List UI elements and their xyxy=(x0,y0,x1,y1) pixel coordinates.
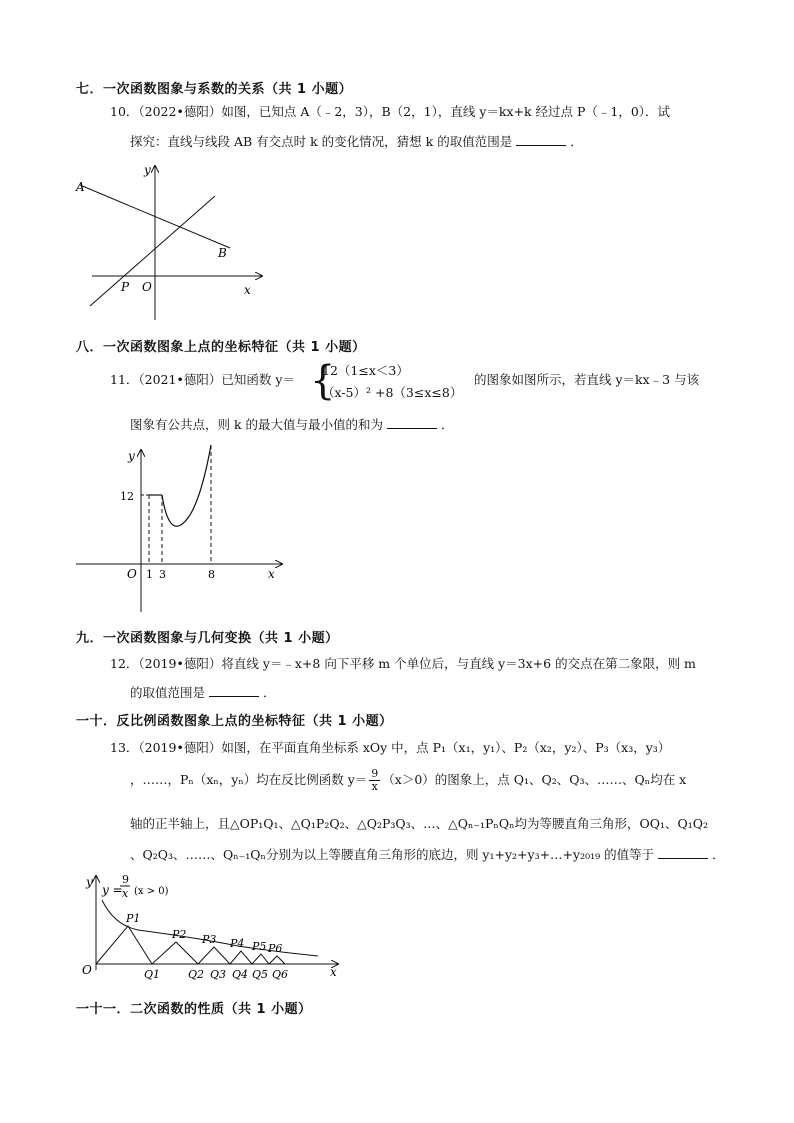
q13-label-p3: P3 xyxy=(202,933,217,946)
section-heading-8: 八．一次函数图象上点的坐标特征（共 1 小题） xyxy=(76,340,366,355)
q10-label-p: P xyxy=(121,280,130,294)
q12-line-2 xyxy=(130,684,276,701)
q13-line-2 xyxy=(130,768,686,793)
q11-tick-1: 1 xyxy=(146,568,153,581)
q11-brace: { xyxy=(310,358,336,404)
q13-fraction xyxy=(369,768,380,793)
q13-label-q6: Q6 xyxy=(272,968,289,980)
q13-eq-den: x xyxy=(122,887,129,900)
q13-line-2-rest: （x＞0）的图象上，点 Q₁、Q₂、Q₃、……、Qₙ均在 x xyxy=(382,772,687,787)
q12-line-2-end: ． xyxy=(263,685,276,700)
section-heading-11: 一十一．二次函数的性质（共 1 小题） xyxy=(76,1002,312,1017)
q10-label-b: B xyxy=(218,246,227,260)
q10-label-a: A xyxy=(76,180,85,194)
q13-label-q4: Q4 xyxy=(232,968,249,980)
q11-case-1: 12（1≤x＜3） xyxy=(322,363,409,378)
q13-fraction-den: x xyxy=(371,780,378,793)
q11-line-2-end: ． xyxy=(441,417,454,432)
q10-label-x: x xyxy=(244,283,251,297)
q13-label-x: x xyxy=(330,965,337,979)
q12-line-2-text: 的取值范围是 xyxy=(130,685,206,700)
q13-label-p5: P5 xyxy=(252,940,267,953)
q10-line-2 xyxy=(130,133,583,150)
q13-label-p6: P6 xyxy=(268,942,283,955)
q10-line-through-p xyxy=(90,196,215,306)
q13-answer-blank xyxy=(658,846,708,859)
q13-label-q3: Q3 xyxy=(210,968,227,980)
q13-line-4 xyxy=(130,846,725,863)
q13-eq-num: 9 xyxy=(122,873,129,886)
q11-line-1b: 的图象如图所示，若直线 y＝kx﹣3 与该 xyxy=(474,372,700,387)
q10-label-o: O xyxy=(142,280,152,294)
q13-label-q2: Q2 xyxy=(188,968,205,980)
q11-curve xyxy=(162,445,211,526)
q11-label-y: y xyxy=(128,449,135,463)
q11-answer-blank xyxy=(387,416,437,429)
q11-piecewise xyxy=(310,359,470,405)
q13-eq-y: y = xyxy=(102,883,123,897)
q13-line-4-end: ． xyxy=(712,847,725,862)
q13-line-4-text: 、Q₂Q₃、……、Qₙ₋₁Qₙ分别为以上等腰直角三角形的底边，则 y₁+y₂+y₃+…+y₂₀₁₉ 的值等于 xyxy=(130,847,655,862)
section-heading-10: 一十．反比例函数图象上点的坐标特征（共 1 小题） xyxy=(76,714,393,729)
q13-label-q5: Q5 xyxy=(252,968,269,980)
q11-line-1a: 11．（2021•德阳）已知函数 y＝ xyxy=(110,372,295,387)
q11-line-2-text: 图象有公共点，则 k 的最大值与最小值的和为 xyxy=(130,417,384,432)
q13-label-p2: P2 xyxy=(172,928,187,941)
q10-line-2-end: ． xyxy=(570,134,583,149)
q12-answer-blank xyxy=(209,684,259,697)
q11-label-o: O xyxy=(127,567,137,581)
q11-tick-12: 12 xyxy=(120,490,134,503)
q13-line-3: 轴的正半轴上，且△OP₁Q₁、△Q₁P₂Q₂、△Q₂P₃Q₃、…、△Qₙ₋₁PₙQₙ均为等腰直角三角形，OQ₁、Q₁Q₂ xyxy=(130,816,709,831)
q13-label-q1: Q1 xyxy=(144,968,161,980)
q10-figure xyxy=(70,160,280,325)
q10-line-2-text: 探究：直线与线段 AB 有交点时 k 的变化情况，猜想 k 的取值范围是 xyxy=(130,134,513,149)
q10-label-y: y xyxy=(144,163,151,177)
q11-tick-8: 8 xyxy=(208,568,215,581)
section-heading-7: 七．一次函数图象与系数的关系（共 1 小题） xyxy=(76,82,353,97)
q13-fraction-num: 9 xyxy=(371,767,379,780)
q13-line-2-text: ，……，Pₙ（xₙ，yₙ）均在反比例函数 y＝ xyxy=(130,772,368,787)
q11-label-x: x xyxy=(268,567,275,581)
section-heading-9: 九．一次函数图象与几何变换（共 1 小题） xyxy=(76,631,339,646)
q10-line-1: 10．（2022•德阳）如图，已知点 A（﹣2，3），B（2，1），直线 y＝kx+k 经过点 P（﹣1，0）．试 xyxy=(110,104,671,119)
q13-eq-domain: (x > 0) xyxy=(134,886,169,897)
q13-label-y: y xyxy=(86,875,93,889)
q10-answer-blank xyxy=(516,133,566,146)
q11-case-2: （x-5）² +8（3≤x≤8） xyxy=(322,385,463,400)
q12-line-1: 12．（2019•德阳）将直线 y＝﹣x+8 向下平移 m 个单位后，与直线 y＝3x+6 的交点在第二象限，则 m xyxy=(110,656,696,671)
q13-label-p1: P1 xyxy=(126,912,141,925)
q13-hyperbola xyxy=(102,900,318,956)
q13-line-1: 13．（2019•德阳）如图，在平面直角坐标系 xOy 中，点 P₁（x₁，y₁）、P₂（x₂，y₂）、P₃（x₃，y₃） xyxy=(110,740,671,755)
q13-figure xyxy=(78,870,348,980)
q11-line-2 xyxy=(130,416,454,433)
q13-label-p4: P4 xyxy=(230,937,245,950)
q13-label-o: O xyxy=(82,963,92,977)
q11-figure xyxy=(70,440,290,620)
q11-tick-3: 3 xyxy=(159,568,166,581)
